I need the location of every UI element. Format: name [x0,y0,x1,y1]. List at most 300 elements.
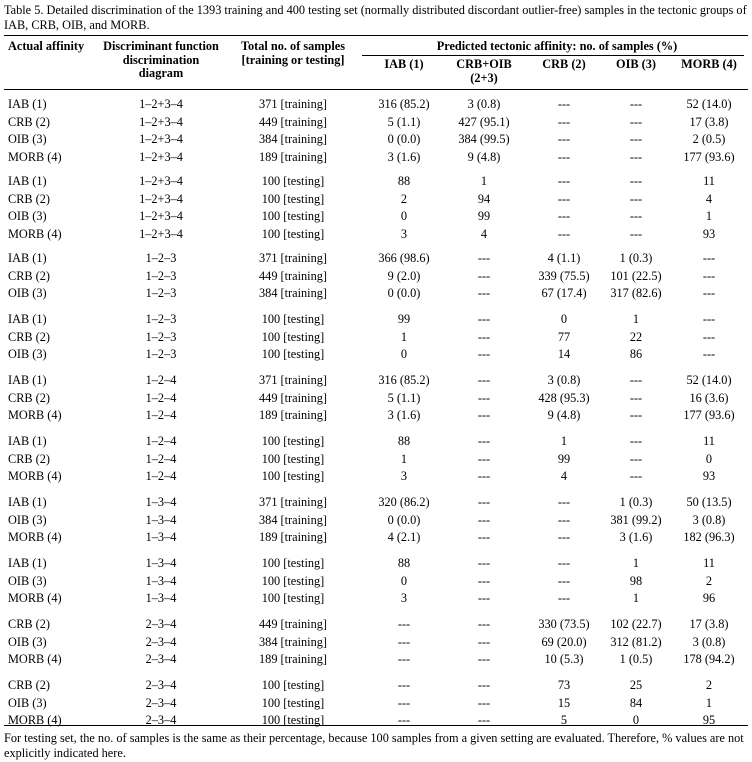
table-row [4,391,748,406]
cell-pred-crb: 3 (0.8) [547,373,581,387]
cell-total-samples: 449 [training] [259,114,327,129]
cell-total-samples: 384 [training] [259,132,327,146]
cell-pred-oib: --- [629,226,643,241]
header-crb: CRB (2) [542,57,586,71]
cell-pred-iab: 320 (86.2) [378,495,430,509]
cell-pred-crb-oib: --- [477,434,491,448]
table-row [4,192,748,207]
cell-pred-iab: 88 [397,556,411,570]
cell-pred-crb-oib: --- [477,556,491,570]
cell-pred-crb-oib: 427 (95.1) [458,114,510,129]
table-row [4,269,748,284]
cell-pred-oib: 22 [629,329,643,344]
cell-actual-affinity: MORB (4) [8,652,62,666]
cell-pred-oib: 86 [629,347,643,361]
cell-pred-morb: 177 (93.6) [683,149,735,164]
cell-pred-crb-oib: --- [477,390,491,405]
cell-pred-oib: --- [629,451,643,466]
header-actual-affinity: Actual affinity [8,39,85,53]
cell-discriminant-diagram: 1–2+3–4 [139,97,183,111]
cell-discriminant-diagram: 1–2+3–4 [139,226,183,241]
table-row [4,174,748,189]
cell-discriminant-diagram: 1–3–4 [145,573,177,588]
cell-total-samples: 100 [testing] [261,226,325,241]
cell-pred-iab: 99 [397,312,411,326]
header-predicted: Predicted tectonic affinity: no. of samples (%) [436,39,678,53]
cell-pred-crb-oib: --- [477,512,491,527]
cell-pred-iab: 0 [400,573,408,588]
cell-discriminant-diagram: 1–2+3–4 [139,132,183,146]
cell-total-samples: 100 [testing] [261,329,325,344]
cell-pred-crb-oib: --- [477,617,491,631]
cell-pred-crb: 69 (20.0) [541,634,587,649]
cell-pred-morb: 4 [705,191,713,206]
cell-pred-crb-oib: --- [477,469,491,483]
cell-pred-crb: --- [557,114,571,129]
cell-discriminant-diagram: 2–3–4 [145,713,177,727]
table-row [4,373,748,388]
cell-pred-morb: 3 (0.8) [692,634,726,649]
cell-pred-iab: --- [397,634,411,649]
cell-pred-crb: 77 [557,329,571,344]
cell-pred-oib: 1 (0.5) [619,652,653,666]
cell-pred-crb-oib: --- [477,286,491,300]
cell-actual-affinity: OIB (3) [8,209,47,223]
top-rule [4,35,748,36]
cell-pred-morb: 0 [705,451,713,466]
cell-pred-oib: --- [629,469,643,483]
cell-pred-iab: 5 (1.1) [387,114,421,129]
bottom-rule [4,725,748,726]
cell-pred-morb: 1 [705,209,713,223]
cell-pred-crb: 9 (4.8) [547,408,581,422]
cell-pred-oib: 98 [629,573,643,588]
table-row [4,286,748,301]
cell-actual-affinity: OIB (3) [8,132,47,146]
cell-total-samples: 189 [training] [259,408,327,422]
cell-discriminant-diagram: 2–3–4 [145,678,177,692]
cell-discriminant-diagram: 1–3–4 [145,556,177,570]
cell-actual-affinity: OIB (3) [8,347,47,361]
cell-actual-affinity: CRB (2) [8,617,51,631]
cell-pred-oib: 101 (22.5) [610,268,662,283]
cell-pred-crb-oib: 4 [480,226,488,241]
cell-pred-iab: 1 [400,329,408,344]
cell-pred-crb: --- [557,191,571,206]
cell-actual-affinity: CRB (2) [8,329,51,344]
cell-pred-morb: 96 [702,591,716,605]
cell-pred-crb-oib: --- [477,312,491,326]
cell-pred-oib: 25 [629,678,643,692]
cell-total-samples: 100 [testing] [261,695,325,710]
cell-pred-oib: 1 [632,312,640,326]
cell-discriminant-diagram: 1–2–3 [145,286,177,300]
cell-actual-affinity: IAB (1) [8,251,47,265]
cell-pred-iab: 3 [400,591,408,605]
cell-total-samples: 371 [training] [259,495,327,509]
table-row [4,556,748,571]
cell-discriminant-diagram: 1–3–4 [145,530,177,544]
cell-pred-oib: --- [629,132,643,146]
cell-pred-morb: 11 [703,434,715,448]
cell-pred-morb: 182 (96.3) [683,530,735,544]
cell-actual-affinity: IAB (1) [8,174,47,188]
cell-pred-morb: --- [702,347,716,361]
table-row [4,408,748,423]
cell-actual-affinity: MORB (4) [8,530,62,544]
table-row [4,312,748,327]
cell-total-samples: 189 [training] [259,530,327,544]
cell-pred-crb-oib: --- [477,347,491,361]
cell-pred-oib: --- [629,434,643,448]
cell-pred-crb: 67 (17.4) [541,286,587,300]
cell-pred-crb-oib: --- [477,408,491,422]
header-total-samples: Total no. of samples [training or testing] [240,39,346,67]
cell-pred-morb: 2 (0.5) [692,132,726,146]
cell-pred-morb: 93 [702,226,716,241]
table-row [4,617,748,632]
cell-total-samples: 100 [testing] [261,347,325,361]
cell-pred-crb-oib: 384 (99.5) [458,132,510,146]
cell-pred-morb: 11 [703,556,715,570]
cell-pred-crb: 4 [560,469,568,483]
cell-discriminant-diagram: 1–2–4 [145,408,177,422]
cell-pred-oib: --- [629,97,643,111]
cell-total-samples: 384 [training] [259,512,327,527]
cell-discriminant-diagram: 1–3–4 [145,495,177,509]
cell-pred-crb: --- [557,97,571,111]
predicted-underline [362,55,744,56]
cell-actual-affinity: MORB (4) [8,408,62,422]
table-row [4,696,748,711]
cell-pred-crb-oib: --- [477,268,491,283]
cell-actual-affinity: OIB (3) [8,573,47,588]
cell-pred-iab: 0 (0.0) [387,132,421,146]
table-row [4,132,748,147]
cell-total-samples: 100 [testing] [261,312,325,326]
cell-total-samples: 371 [training] [259,97,327,111]
cell-pred-crb: --- [557,149,571,164]
cell-total-samples: 449 [training] [259,617,327,631]
header-iab: IAB (1) [384,57,424,71]
cell-pred-iab: 3 (1.6) [387,149,421,164]
table-row [4,530,748,545]
cell-total-samples: 100 [testing] [261,451,325,466]
cell-pred-iab: 88 [397,434,411,448]
cell-discriminant-diagram: 1–2+3–4 [139,191,183,206]
cell-pred-morb: 11 [703,174,715,188]
cell-pred-crb: --- [557,512,571,527]
cell-pred-oib: 1 (0.3) [619,251,653,265]
cell-pred-crb-oib: --- [477,652,491,666]
cell-pred-crb: --- [557,226,571,241]
cell-pred-iab: --- [397,678,411,692]
cell-actual-affinity: CRB (2) [8,268,51,283]
cell-actual-affinity: CRB (2) [8,191,51,206]
cell-discriminant-diagram: 1–2–3 [145,347,177,361]
header-morb: MORB (4) [681,57,737,71]
cell-pred-morb: 52 (14.0) [686,373,732,387]
cell-discriminant-diagram: 1–2–4 [145,434,177,448]
cell-actual-affinity: IAB (1) [8,373,47,387]
cell-actual-affinity: MORB (4) [8,149,62,164]
cell-total-samples: 100 [testing] [261,573,325,588]
cell-pred-oib: --- [629,373,643,387]
cell-discriminant-diagram: 1–2–3 [145,329,177,344]
table-row [4,209,748,224]
table-row [4,513,748,528]
cell-pred-morb: 50 (13.5) [686,495,732,509]
cell-total-samples: 100 [testing] [261,591,325,605]
cell-discriminant-diagram: 2–3–4 [145,652,177,666]
header-oib: OIB (3) [616,57,656,71]
cell-pred-iab: --- [397,695,411,710]
cell-actual-affinity: IAB (1) [8,495,47,509]
cell-pred-oib: --- [629,408,643,422]
cell-pred-crb-oib: --- [477,495,491,509]
cell-pred-crb: 14 [557,347,571,361]
table-row [4,469,748,484]
table-row [4,678,748,693]
cell-pred-oib: 102 (22.7) [610,617,662,631]
cell-pred-morb: --- [702,251,716,265]
cell-discriminant-diagram: 2–3–4 [145,695,177,710]
cell-actual-affinity: MORB (4) [8,591,62,605]
cell-pred-crb-oib: --- [477,251,491,265]
cell-pred-morb: --- [702,268,716,283]
cell-pred-iab: --- [397,617,411,631]
cell-pred-crb-oib: 94 [477,191,491,206]
cell-actual-affinity: OIB (3) [8,634,47,649]
cell-pred-iab: 4 (2.1) [387,530,421,544]
cell-pred-crb-oib: 1 [480,174,488,188]
cell-total-samples: 189 [training] [259,652,327,666]
cell-pred-oib: --- [629,174,643,188]
table-caption: Table 5. Detailed discrimination of the 1393 training and 400 testing set (normally distributed discordant outlier-free) samples in the tectonic groups of IAB, CRB, OIB, and MORB. [4,3,747,32]
cell-discriminant-diagram: 1–2–3 [145,268,177,283]
cell-actual-affinity: MORB (4) [8,226,62,241]
cell-pred-crb: --- [557,556,571,570]
header-discriminant: Discriminant function discrimination diagram [103,39,219,80]
table-row [4,434,748,449]
cell-total-samples: 449 [training] [259,390,327,405]
cell-pred-morb: 52 (14.0) [686,97,732,111]
cell-pred-crb-oib: --- [477,678,491,692]
header-rule [4,89,748,90]
cell-pred-crb: 5 [560,713,568,727]
cell-pred-morb: 2 [705,573,713,588]
cell-pred-crb: 73 [557,678,571,692]
table-footnote: For testing set, the no. of samples is the same as their percentage, because 100 samples from a given setting are evaluated. Therefore, % values are not explicitly indicated here. [4,731,744,760]
cell-discriminant-diagram: 2–3–4 [145,634,177,649]
cell-actual-affinity: CRB (2) [8,390,51,405]
cell-discriminant-diagram: 1–3–4 [145,512,177,527]
cell-total-samples: 100 [testing] [261,434,325,448]
table-row [4,330,748,345]
cell-discriminant-diagram: 1–2+3–4 [139,149,183,164]
cell-pred-morb: 177 (93.6) [683,408,735,422]
cell-actual-affinity: OIB (3) [8,286,47,300]
cell-pred-oib: --- [629,209,643,223]
cell-pred-morb: 17 (3.8) [689,114,729,129]
cell-total-samples: 100 [testing] [261,678,325,692]
cell-pred-crb-oib: --- [477,713,491,727]
table-row [4,652,748,667]
cell-pred-oib: 0 [632,713,640,727]
cell-pred-iab: 2 [400,191,408,206]
cell-actual-affinity: CRB (2) [8,114,51,129]
cell-actual-affinity: OIB (3) [8,695,47,710]
cell-pred-iab: --- [397,713,411,727]
cell-pred-crb: 330 (73.5) [538,617,590,631]
cell-pred-oib: 1 (0.3) [619,495,653,509]
cell-total-samples: 189 [training] [259,149,327,164]
cell-pred-crb-oib: --- [477,573,491,588]
cell-pred-oib: --- [629,390,643,405]
cell-discriminant-diagram: 1–2–4 [145,469,177,483]
cell-pred-morb: 2 [705,678,713,692]
cell-pred-morb: 178 (94.2) [683,652,735,666]
cell-pred-iab: 3 [400,469,408,483]
cell-actual-affinity: CRB (2) [8,451,51,466]
cell-discriminant-diagram: 1–2–4 [145,451,177,466]
cell-pred-crb: --- [557,495,571,509]
cell-pred-iab: 3 (1.6) [387,408,421,422]
cell-pred-oib: 1 [632,591,640,605]
cell-pred-crb: --- [557,591,571,605]
cell-pred-morb: --- [702,312,716,326]
table-row [4,635,748,650]
cell-total-samples: 371 [training] [259,251,327,265]
cell-pred-crb: --- [557,174,571,188]
table-row [4,150,748,165]
cell-pred-crb-oib: --- [477,373,491,387]
cell-pred-oib: --- [629,114,643,129]
table-row [4,452,748,467]
cell-pred-crb-oib: --- [477,530,491,544]
cell-total-samples: 100 [testing] [261,209,325,223]
cell-discriminant-diagram: 1–2+3–4 [139,174,183,188]
cell-total-samples: 371 [training] [259,373,327,387]
cell-discriminant-diagram: 1–2–3 [145,251,177,265]
cell-discriminant-diagram: 1–2–3 [145,312,177,326]
cell-pred-crb-oib: --- [477,591,491,605]
cell-pred-iab: --- [397,652,411,666]
cell-pred-oib: 84 [629,695,643,710]
cell-discriminant-diagram: 2–3–4 [145,617,177,631]
cell-pred-crb: 99 [557,451,571,466]
cell-discriminant-diagram: 1–3–4 [145,591,177,605]
table-row [4,495,748,510]
cell-total-samples: 384 [training] [259,286,327,300]
cell-pred-oib: 317 (82.6) [610,286,662,300]
cell-pred-iab: 0 [400,347,408,361]
cell-pred-iab: 5 (1.1) [387,390,421,405]
cell-pred-morb: 95 [702,713,716,727]
cell-total-samples: 384 [training] [259,634,327,649]
cell-actual-affinity: OIB (3) [8,512,47,527]
cell-pred-iab: 366 (98.6) [378,251,430,265]
cell-pred-morb: 3 (0.8) [692,512,726,527]
cell-total-samples: 100 [testing] [261,174,325,188]
cell-pred-iab: 0 (0.0) [387,512,421,527]
cell-pred-oib: --- [629,191,643,206]
cell-actual-affinity: IAB (1) [8,97,47,111]
cell-pred-crb-oib: 9 (4.8) [467,149,501,164]
cell-pred-crb-oib: 3 (0.8) [467,97,501,111]
cell-pred-crb: --- [557,530,571,544]
cell-actual-affinity: IAB (1) [8,312,47,326]
cell-pred-oib: --- [629,149,643,164]
cell-pred-iab: 88 [397,174,411,188]
cell-pred-crb: --- [557,132,571,146]
table-row [4,591,748,606]
cell-pred-crb-oib: 99 [477,209,491,223]
cell-pred-oib: 381 (99.2) [610,512,662,527]
cell-actual-affinity: CRB (2) [8,678,51,692]
cell-actual-affinity: MORB (4) [8,469,62,483]
cell-pred-crb: --- [557,573,571,588]
cell-discriminant-diagram: 1–2+3–4 [139,209,183,223]
cell-total-samples: 100 [testing] [261,469,325,483]
cell-pred-oib: 1 [632,556,640,570]
cell-pred-morb: 1 [705,695,713,710]
cell-pred-iab: 3 [400,226,408,241]
cell-pred-iab: 0 (0.0) [387,286,421,300]
cell-pred-morb: 17 (3.8) [689,617,729,631]
cell-pred-crb: 15 [557,695,571,710]
cell-pred-morb: --- [702,329,716,344]
cell-pred-oib: 312 (81.2) [610,634,662,649]
cell-pred-iab: 9 (2.0) [387,268,421,283]
cell-pred-crb-oib: --- [477,695,491,710]
cell-pred-crb: 10 (5.3) [544,652,584,666]
cell-pred-iab: 316 (85.2) [378,373,430,387]
cell-pred-crb-oib: --- [477,329,491,344]
cell-discriminant-diagram: 1–2+3–4 [139,114,183,129]
cell-pred-crb-oib: --- [477,634,491,649]
cell-total-samples: 449 [training] [259,268,327,283]
cell-pred-crb-oib: --- [477,451,491,466]
table-row [4,227,748,242]
table-row [4,251,748,266]
header-crb-oib: CRB+OIB (2+3) [456,57,512,85]
table-row [4,97,748,112]
cell-pred-morb: 93 [702,469,716,483]
cell-pred-crb: 339 (75.5) [538,268,590,283]
cell-pred-crb: 0 [560,312,568,326]
cell-actual-affinity: IAB (1) [8,556,47,570]
cell-pred-morb: --- [702,286,716,300]
cell-discriminant-diagram: 1–2–4 [145,390,177,405]
cell-pred-iab: 0 [400,209,408,223]
cell-pred-crb: 4 (1.1) [547,251,581,265]
cell-total-samples: 100 [testing] [261,713,325,727]
cell-discriminant-diagram: 1–2–4 [145,373,177,387]
cell-pred-oib: 3 (1.6) [619,530,653,544]
cell-pred-morb: 16 (3.6) [689,390,729,405]
table-row [4,347,748,362]
cell-pred-crb: 428 (95.3) [538,390,590,405]
cell-actual-affinity: MORB (4) [8,713,62,727]
cell-total-samples: 100 [testing] [261,191,325,206]
table-row [4,115,748,130]
table-row [4,574,748,589]
cell-pred-crb: --- [557,209,571,223]
cell-pred-iab: 1 [400,451,408,466]
cell-pred-iab: 316 (85.2) [378,97,430,111]
cell-actual-affinity: IAB (1) [8,434,47,448]
